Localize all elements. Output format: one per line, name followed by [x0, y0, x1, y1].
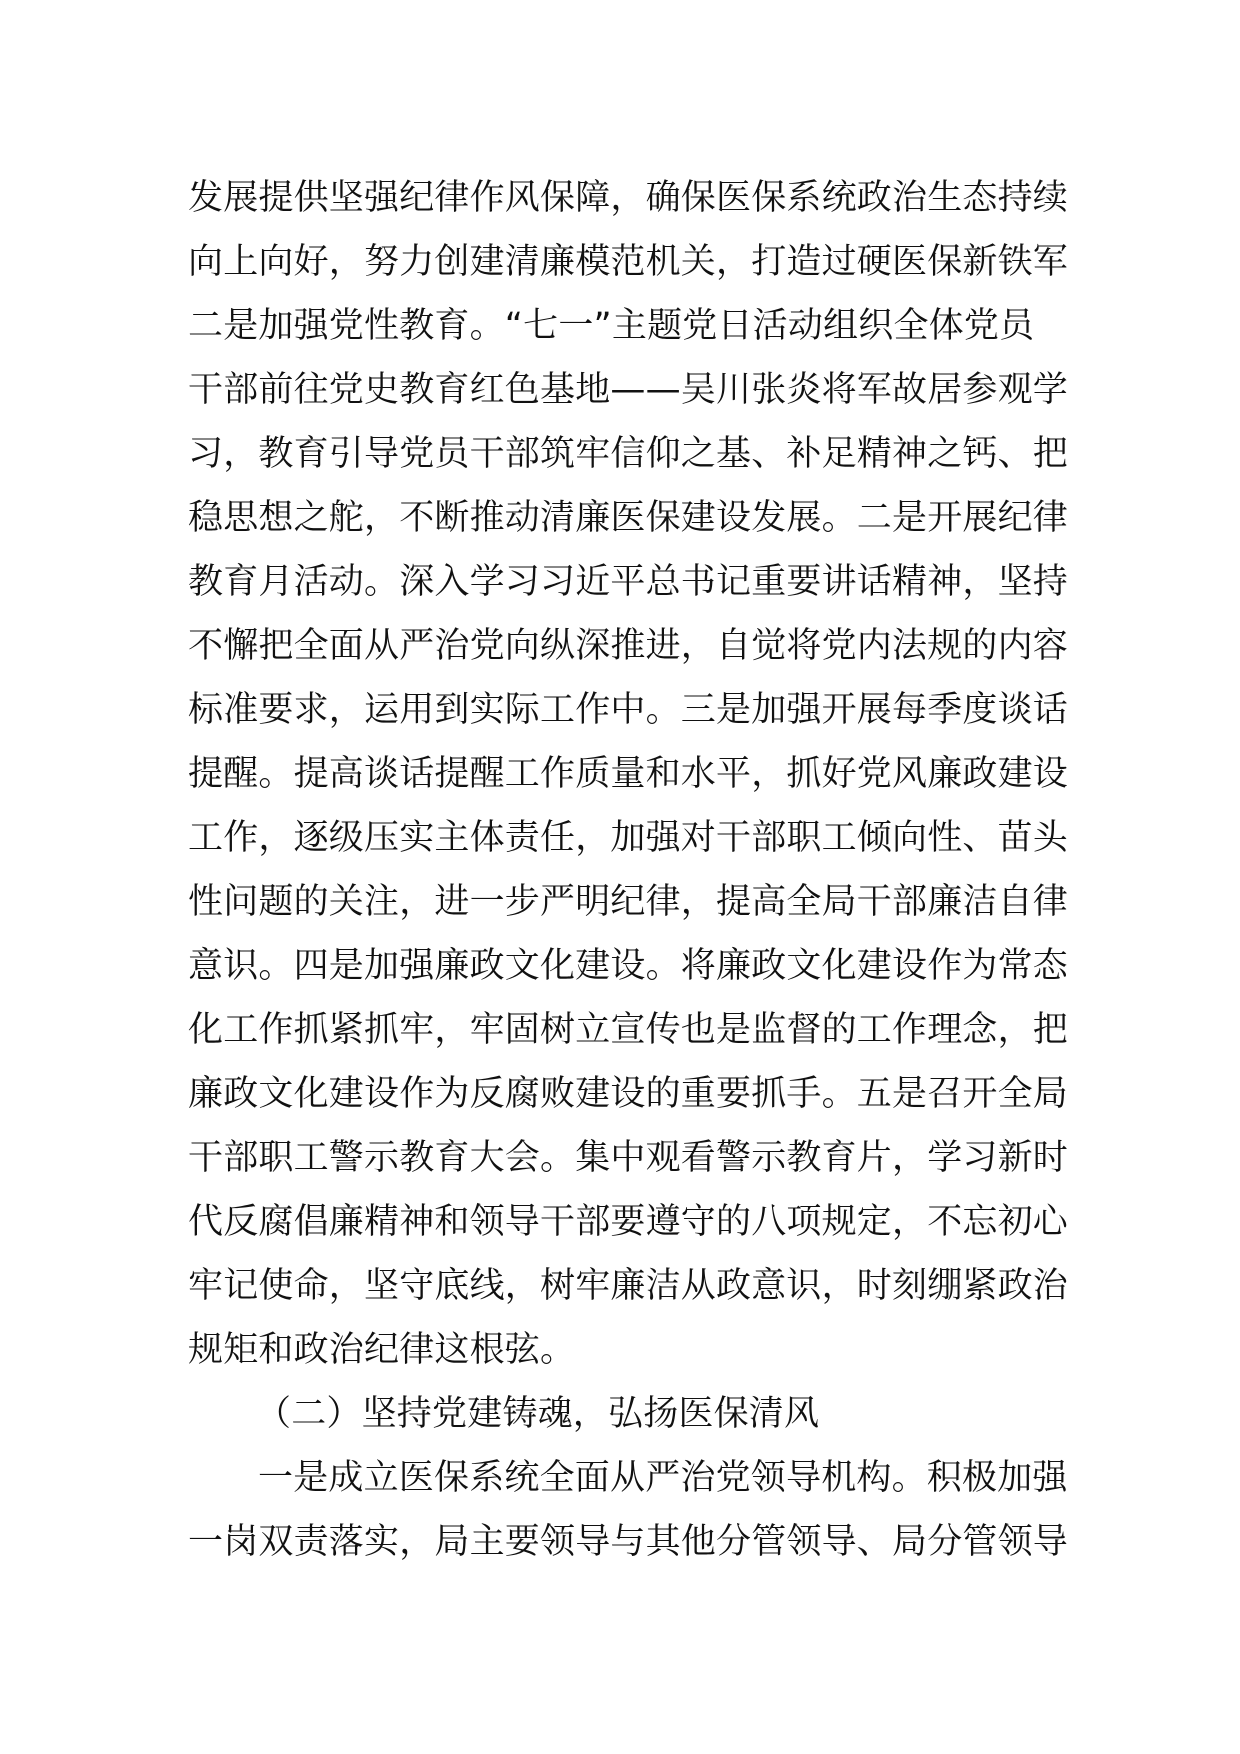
section-text-line: 一是成立医保系统全面从严治党领导机构。积极加强	[258, 1458, 1068, 1498]
text-line: 意识。四是加强廉政文化建设。将廉政文化建设作为常态	[188, 946, 1069, 986]
text-line: 标准要求，运用到实际工作中。三是加强开展每季度谈话	[188, 690, 1069, 730]
text-line: 化工作抓紧抓牢，牢固树立宣传也是监督的工作理念，把	[188, 1010, 1069, 1050]
section-heading: （二）坚持党建铸魂，弘扬医保清风	[256, 1394, 820, 1434]
text-line: 性问题的关注，进一步严明纪律，提高全局干部廉洁自律	[188, 882, 1069, 922]
text-line: 二是加强党性教育。“七一”主题党日活动组织全体党员	[188, 306, 1035, 346]
text-line: 教育月活动。深入学习习近平总书记重要讲话精神，坚持	[188, 562, 1069, 602]
section-text-line: 一岗双责落实，局主要领导与其他分管领导、局分管领导	[188, 1522, 1069, 1562]
text-line: 发展提供坚强纪律作风保障，确保医保系统政治生态持续	[188, 178, 1069, 218]
text-line: 代反腐倡廉精神和领导干部要遵守的八项规定，不忘初心	[188, 1202, 1069, 1242]
text-line: 向上向好，努力创建清廉模范机关，打造过硬医保新铁军	[188, 242, 1069, 282]
text-line: 不懈把全面从严治党向纵深推进，自觉将党内法规的内容	[188, 626, 1069, 666]
text-line: 干部职工警示教育大会。集中观看警示教育片，学习新时	[188, 1138, 1069, 1178]
text-line: 稳思想之舵，不断推动清廉医保建设发展。二是开展纪律	[188, 498, 1069, 538]
text-line: 规矩和政治纪律这根弦。	[188, 1330, 576, 1370]
text-line: 工作，逐级压实主体责任，加强对干部职工倾向性、苗头	[188, 818, 1069, 858]
text-line: 干部前往党史教育红色基地——吴川张炎将军故居参观学	[188, 370, 1069, 410]
body-text	[188, 166, 1068, 1574]
text-line: 提醒。提高谈话提醒工作质量和水平，抓好党风廉政建设	[188, 754, 1069, 794]
text-line: 廉政文化建设作为反腐败建设的重要抓手。五是召开全局	[188, 1074, 1069, 1114]
text-line: 牢记使命，坚守底线，树牢廉洁从政意识，时刻绷紧政治	[188, 1266, 1069, 1306]
text-line: 习，教育引导党员干部筑牢信仰之基、补足精神之钙、把	[188, 434, 1069, 474]
